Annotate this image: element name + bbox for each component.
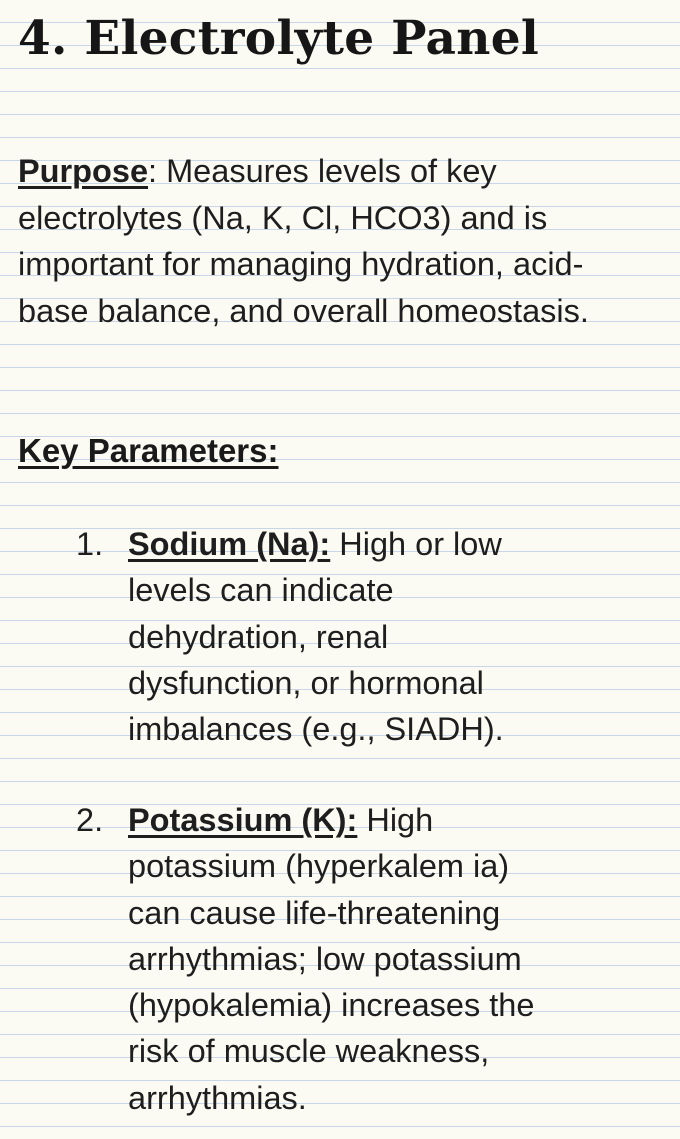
list-item-number: 1. [76,526,104,562]
purpose-colon: : [148,153,158,189]
purpose-text: Measures levels of key electrolytes (Na, K, Cl, HCO3) and is important for managing hydration, acid-base balance, and overall homeostasis. [18,153,589,329]
parameter-description: High or low levels can indicate dehydration, renal dysfunction, or hormonal imbalances (e.g., SIADH). [128,526,504,748]
parameter-description: High potassium (hyperkalem ia) can cause life-threatening arrhythmias; low potassium (hypokalemia) increases the risk of muscle weakness, arrhythmias. [128,802,535,1116]
page-title: 4. Electrolyte Panel [18,11,540,66]
purpose-label: Purpose [18,153,149,189]
purpose-paragraph [18,148,648,334]
parameter-name: Sodium (Na): [128,526,331,562]
parameter-name: Potassium (K): [128,802,358,838]
list-item [76,797,568,1121]
list-item-number: 2. [76,802,104,838]
list-item [76,521,568,752]
key-parameters-heading: Key Parameters: [18,432,279,469]
